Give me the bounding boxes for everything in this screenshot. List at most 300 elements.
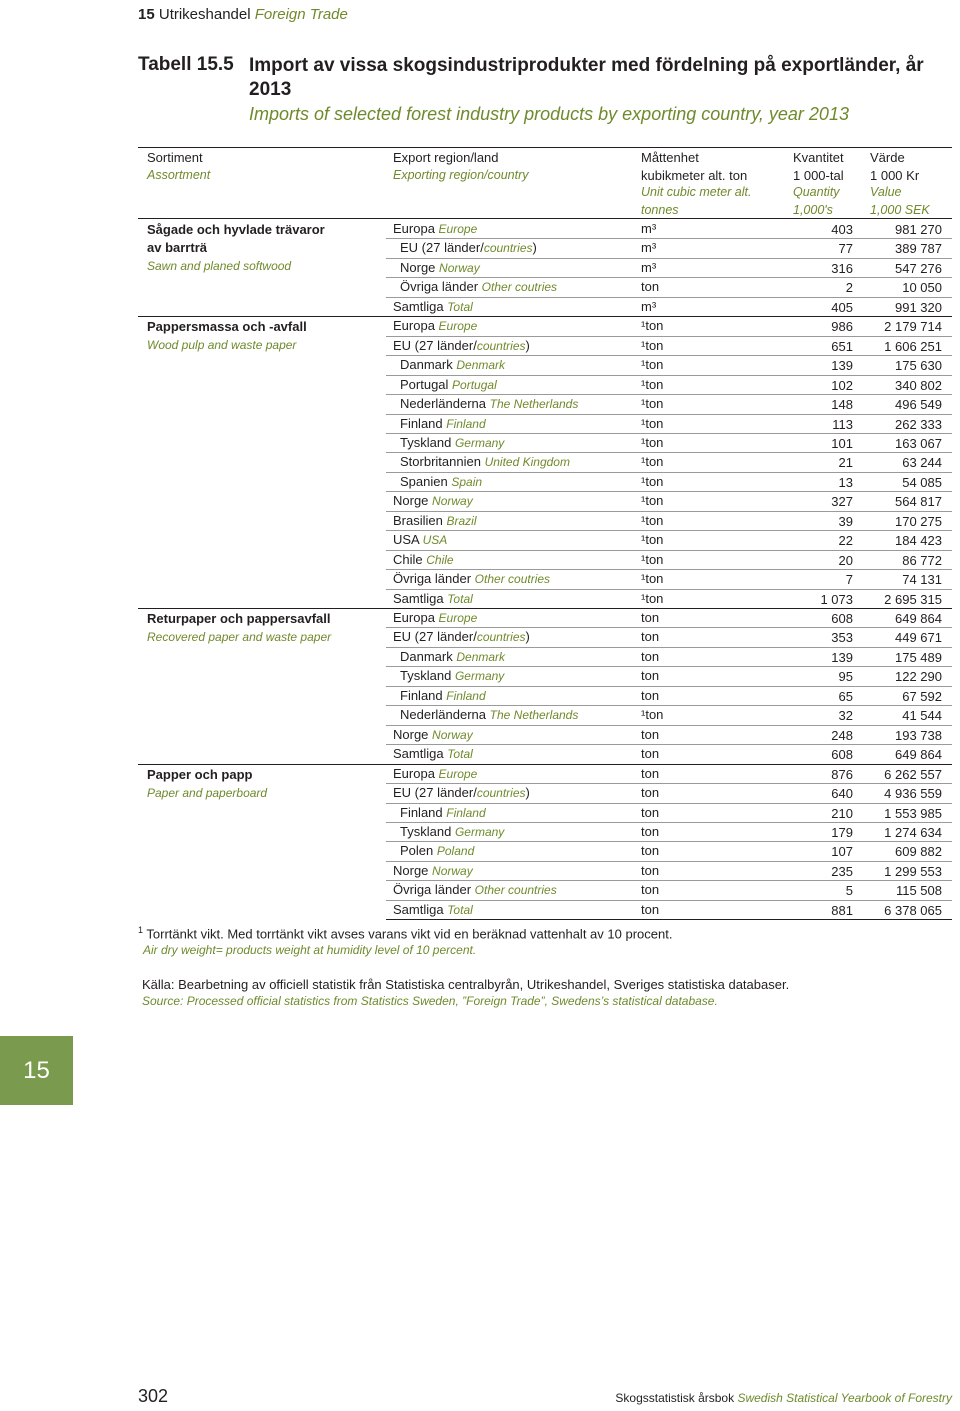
region-en: countries (476, 338, 526, 353)
row-divider (386, 919, 952, 920)
region-sv: Finland (400, 804, 443, 820)
region-sv: Europa (393, 765, 435, 781)
region-sv: Tyskland (400, 434, 452, 450)
unit-cell: ton (641, 823, 660, 839)
unit-cell: ton (641, 901, 660, 917)
region-sv: Samtliga (393, 901, 444, 917)
unit-cell: ton (641, 765, 660, 781)
unit-cell: ¹ton (641, 493, 664, 509)
region-sv: Brasilien (393, 512, 443, 528)
header-top-rule (138, 147, 952, 148)
quantity-cell: 139 (831, 649, 853, 665)
col-val-en2: 1,000 SEK (870, 202, 930, 217)
region-sv: Övriga länder (393, 571, 472, 587)
value-cell: 609 882 (895, 844, 942, 860)
table-title-sv: Import av vissa skogsindustriprodukter med fördelning på exportländer, år 2013 (249, 55, 924, 100)
region-cell (400, 396, 578, 412)
unit-cell: ¹ton (641, 434, 664, 450)
row-divider (386, 414, 952, 415)
region-cell (400, 357, 505, 373)
region-sv: Europa (393, 318, 435, 334)
row-divider (386, 647, 952, 648)
row-divider (386, 511, 952, 512)
region-en: Norway (439, 260, 480, 275)
value-cell: 86 772 (902, 552, 942, 568)
value-cell: 1 299 553 (884, 863, 942, 879)
region-post: ) (525, 629, 530, 645)
row-divider (386, 705, 952, 706)
unit-cell: ton (641, 882, 660, 898)
region-sv: Portugal (400, 376, 449, 392)
region-sv: Danmark (400, 357, 453, 373)
quantity-cell: 2 (845, 280, 853, 296)
unit-cell: ton (641, 785, 660, 801)
region-sv: Europa (393, 610, 435, 625)
quantity-cell: 651 (831, 338, 853, 354)
row-divider (386, 725, 952, 726)
region-sv: Norge (400, 259, 436, 275)
quantity-cell: 235 (831, 863, 853, 879)
col-unit-sv: Måttenhet (641, 150, 699, 165)
col-qty-en: Quantity (793, 185, 840, 199)
row-divider (386, 569, 952, 570)
quantity-cell: 405 (831, 299, 853, 315)
row-divider (386, 336, 952, 337)
region-en: Denmark (456, 649, 506, 664)
region-en: Total (447, 902, 473, 917)
source-sv: Källa: Bearbetning av officiell statistik från Statistiska centralbyrån, Utrikeshandel, Sveriges statistiska databaser. (142, 977, 790, 992)
value-cell: 163 067 (895, 435, 942, 451)
col-region-sv: Export region/land (393, 150, 499, 165)
col-header-assortment (147, 149, 210, 184)
unit-cell: ¹ton (641, 473, 664, 489)
unit-cell: ¹ton (641, 318, 664, 334)
value-cell: 340 802 (895, 377, 942, 393)
quantity-cell: 77 (838, 241, 853, 257)
quantity-cell: 95 (838, 669, 853, 685)
row-divider (386, 861, 952, 862)
region-cell (400, 843, 474, 859)
region-en: Europe (438, 766, 478, 781)
quantity-cell: 65 (838, 688, 853, 704)
region-cell (400, 805, 486, 821)
page-number: 302 (138, 1386, 169, 1406)
region-sv: Tyskland (400, 668, 452, 684)
value-cell: 41 544 (902, 708, 942, 724)
row-divider (386, 297, 952, 298)
region-cell (400, 279, 557, 295)
region-sv: Nederländerna (400, 707, 487, 723)
unit-cell: ton (641, 843, 660, 859)
header-bottom-rule (138, 218, 952, 219)
region-cell (400, 240, 537, 256)
region-cell (393, 882, 557, 898)
region-cell (393, 571, 550, 587)
col-qty-sv2: 1 000-tal (793, 167, 844, 183)
row-divider (386, 258, 952, 259)
group-label (147, 318, 307, 354)
region-en: Total (447, 747, 473, 762)
unit-cell: ¹ton (641, 590, 664, 606)
unit-cell: ton (641, 648, 660, 664)
unit-cell: ton (641, 804, 660, 820)
region-en: Poland (436, 844, 475, 859)
col-header-unit (641, 149, 751, 219)
group-label (147, 610, 331, 646)
region-sv: Samtliga (393, 298, 444, 314)
region-cell (393, 610, 477, 626)
col-val-en: Value (870, 185, 902, 199)
value-cell: 564 817 (895, 494, 942, 510)
row-divider (386, 491, 952, 492)
region-en: Germany (454, 824, 505, 839)
value-cell: 991 320 (895, 299, 942, 315)
unit-cell: m³ (641, 259, 657, 275)
region-en: Europe (438, 222, 478, 236)
region-en: The Netherlands (489, 708, 579, 723)
value-cell: 2 179 714 (884, 319, 942, 335)
value-cell: 74 131 (902, 572, 942, 588)
region-en: Other coutries (481, 280, 558, 295)
unit-cell: ¹ton (641, 396, 664, 412)
value-cell: 122 290 (895, 669, 942, 685)
region-sv: Nederländerna (400, 396, 487, 412)
col-assortment-sv: Sortiment (147, 150, 203, 165)
region-sv: Polen (400, 843, 434, 859)
region-sv: Chile (393, 551, 423, 567)
unit-cell: ¹ton (641, 337, 664, 353)
row-divider (138, 316, 952, 317)
chapter-side-tab: 15 (0, 1036, 73, 1105)
region-en: Finland (446, 688, 486, 703)
row-divider (386, 803, 952, 804)
region-sv: Övriga länder (393, 882, 472, 898)
col-region-en: Exporting region/country (393, 167, 529, 182)
region-en: countries (476, 786, 526, 801)
unit-cell: ¹ton (641, 512, 664, 528)
col-unit-sv2: kubikmeter alt. ton (641, 167, 748, 183)
value-cell: 4 936 559 (884, 786, 942, 802)
row-divider (386, 277, 952, 278)
value-cell: 496 549 (895, 397, 942, 413)
group-label-sv2: av barrträ (147, 240, 207, 255)
quantity-cell: 39 (838, 513, 853, 529)
unit-cell: m³ (641, 298, 657, 314)
quantity-cell: 881 (831, 902, 853, 918)
region-cell (393, 493, 473, 509)
unit-cell: ton (641, 610, 660, 625)
row-divider (386, 433, 952, 434)
unit-cell: ¹ton (641, 707, 664, 723)
chapter-number: 15 (138, 6, 155, 23)
value-cell: 649 864 (895, 747, 942, 763)
group-label (147, 766, 267, 802)
unit-cell: ton (641, 726, 660, 742)
value-cell: 170 275 (895, 513, 942, 529)
group-label-en: Paper and paperboard (147, 785, 268, 800)
region-sv: EU (27 länder/ (393, 337, 477, 353)
row-divider (386, 744, 952, 745)
row-divider (138, 608, 952, 609)
region-cell (393, 629, 530, 645)
value-cell: 1 606 251 (884, 338, 942, 354)
table-label: Tabell 15.5 (138, 54, 234, 75)
region-en: Norway (432, 494, 473, 509)
region-en: Other coutries (474, 572, 551, 587)
region-en: Norway (432, 863, 473, 878)
group-label-en: Sawn and planed softwood (147, 259, 292, 273)
region-cell (400, 649, 505, 665)
region-cell (393, 338, 530, 354)
unit-cell: ton (641, 279, 660, 295)
col-val-sv2: 1 000 Kr (870, 167, 920, 183)
row-divider (386, 822, 952, 823)
quantity-cell: 22 (838, 533, 853, 549)
footnote (138, 922, 672, 959)
row-divider (386, 589, 952, 590)
value-cell: 63 244 (902, 455, 942, 471)
unit-cell: ton (641, 746, 660, 762)
region-en: Germany (454, 669, 505, 684)
row-divider (386, 472, 952, 473)
col-qty-sv: Kvantitet (793, 150, 844, 165)
region-en: Spain (451, 474, 483, 489)
group-label-en: Wood pulp and waste paper (147, 338, 297, 353)
group-label (147, 221, 325, 275)
value-cell: 115 508 (895, 883, 942, 899)
region-en: countries (483, 241, 533, 256)
value-cell: 1 274 634 (884, 824, 942, 840)
group-label-sv: Papper och papp (147, 766, 253, 782)
unit-cell: m³ (641, 240, 657, 256)
region-cell (400, 377, 497, 393)
unit-cell: ¹ton (641, 415, 664, 431)
quantity-cell: 101 (831, 435, 853, 451)
region-cell (393, 318, 477, 334)
region-cell (400, 474, 482, 490)
quantity-cell: 640 (831, 786, 853, 802)
table-title-en: Imports of selected forest industry products by exporting country, year 2013 (249, 104, 849, 124)
row-divider (138, 764, 952, 765)
value-cell: 6 262 557 (884, 766, 942, 782)
row-divider (386, 452, 952, 453)
region-cell (393, 785, 530, 801)
value-cell: 175 489 (895, 649, 942, 665)
region-sv: Samtliga (393, 746, 444, 762)
quantity-cell: 986 (831, 319, 853, 335)
region-cell (393, 591, 473, 607)
region-post: ) (532, 240, 537, 256)
region-cell (393, 727, 473, 743)
unit-cell: ton (641, 668, 660, 684)
row-divider (386, 394, 952, 395)
col-assortment-en: Assortment (147, 167, 211, 182)
value-cell: 10 050 (902, 280, 942, 296)
region-sv: EU (27 länder/ (393, 629, 477, 645)
unit-cell: ton (641, 629, 660, 645)
region-cell (400, 260, 480, 276)
row-divider (386, 530, 952, 531)
region-en: Chile (426, 552, 454, 567)
value-cell: 981 270 (895, 222, 942, 237)
unit-cell: m³ (641, 221, 657, 236)
region-sv: Spanien (400, 473, 448, 489)
region-cell (393, 513, 477, 529)
region-sv: Norge (393, 862, 429, 878)
row-divider (386, 375, 952, 376)
region-en: Europe (438, 611, 478, 625)
region-en: countries (476, 630, 526, 645)
col-header-value (870, 149, 930, 219)
region-en: Portugal (452, 377, 497, 392)
quantity-cell: 876 (831, 766, 853, 782)
region-cell (400, 824, 504, 840)
region-en: Denmark (456, 358, 506, 373)
region-en: Germany (454, 435, 505, 450)
region-cell (393, 746, 473, 762)
region-cell (393, 552, 454, 568)
region-sv: Samtliga (393, 590, 444, 606)
value-cell: 547 276 (895, 260, 942, 276)
value-cell: 6 378 065 (884, 902, 942, 918)
region-sv: EU (27 länder/ (393, 785, 477, 801)
row-divider (386, 627, 952, 628)
region-sv: Tyskland (400, 823, 452, 839)
value-cell: 389 787 (895, 241, 942, 257)
source-note (142, 976, 789, 1010)
footer-pub-sv: Skogsstatistisk årsbok (615, 1391, 735, 1405)
region-en: Total (447, 299, 473, 314)
row-divider (386, 900, 952, 901)
quantity-cell: 608 (831, 611, 853, 626)
quantity-cell: 113 (832, 416, 853, 432)
region-en: Finland (446, 416, 486, 431)
row-divider (386, 783, 952, 784)
group-label-sv: Returpaper och pappersavfall (147, 611, 331, 626)
region-sv: Europa (393, 221, 435, 236)
quantity-cell: 179 (831, 824, 853, 840)
chapter-title-en: Foreign Trade (254, 6, 348, 23)
region-cell (393, 532, 447, 548)
region-sv: Finland (400, 687, 443, 703)
value-cell: 2 695 315 (884, 591, 942, 607)
group-label-en: Recovered paper and waste paper (147, 630, 332, 644)
quantity-cell: 7 (845, 572, 853, 588)
region-cell (400, 707, 578, 723)
value-cell: 175 630 (895, 358, 942, 374)
quantity-cell: 1 073 (820, 591, 853, 607)
region-cell (400, 435, 504, 451)
quantity-cell: 107 (831, 844, 853, 860)
group-label-sv: Sågade och hyvlade trävaror (147, 222, 325, 237)
row-divider (386, 355, 952, 356)
value-cell: 1 553 985 (884, 805, 942, 821)
region-cell (393, 863, 473, 879)
quantity-cell: 32 (838, 708, 853, 724)
quantity-cell: 608 (831, 747, 853, 763)
value-cell: 449 671 (895, 630, 942, 646)
region-cell (393, 299, 473, 315)
region-en: United Kingdom (484, 455, 570, 470)
region-sv: Danmark (400, 648, 453, 664)
row-divider (386, 686, 952, 687)
quantity-cell: 20 (838, 552, 853, 568)
region-sv: EU (27 länder/ (400, 240, 484, 256)
region-sv: Norge (393, 726, 429, 742)
value-cell: 649 864 (895, 611, 942, 626)
unit-cell: ¹ton (641, 551, 664, 567)
unit-cell: ¹ton (641, 532, 664, 548)
region-en: Brazil (446, 513, 477, 528)
unit-cell: ¹ton (641, 376, 664, 392)
region-post: ) (525, 337, 530, 353)
footer-pub-en: Swedish Statistical Yearbook of Forestry (737, 1391, 952, 1405)
unit-cell: ton (641, 687, 660, 703)
region-en: Other countries (474, 883, 557, 898)
row-divider (386, 666, 952, 667)
quantity-cell: 102 (831, 377, 853, 393)
region-cell (393, 221, 477, 237)
quantity-cell: 210 (831, 805, 853, 821)
quantity-cell: 248 (831, 727, 853, 743)
col-header-region (393, 149, 529, 184)
quantity-cell: 316 (831, 260, 853, 276)
footnote-en: Air dry weight= products weight at humidity level of 10 percent. (143, 943, 477, 958)
quantity-cell: 403 (831, 222, 853, 237)
quantity-cell: 148 (831, 397, 853, 413)
source-en: Source: Processed official statistics from Statistics Sweden, ”Foreign Trade”, Swedens’s statistical database. (142, 994, 718, 1008)
footer-publication (615, 1391, 952, 1405)
chapter-title-sv: Utrikeshandel (158, 6, 251, 23)
region-post: ) (525, 785, 530, 801)
region-cell (400, 668, 504, 684)
region-sv: Finland (400, 415, 443, 431)
region-en: Finland (446, 805, 486, 820)
region-en: Norway (432, 727, 473, 742)
unit-cell: ¹ton (641, 454, 664, 470)
quantity-cell: 5 (845, 883, 853, 899)
quantity-cell: 13 (838, 474, 853, 490)
region-sv: USA (393, 532, 420, 548)
col-unit-en2: tonnes (641, 202, 679, 217)
col-header-quantity (793, 149, 844, 219)
group-label-sv: Pappersmassa och -avfall (147, 319, 307, 335)
value-cell: 262 333 (895, 416, 942, 432)
region-sv: Storbritannien (400, 454, 481, 470)
region-en: Total (447, 591, 473, 606)
footnote-mark: 1 (138, 925, 144, 935)
chapter-header (138, 6, 348, 23)
region-en: Europe (438, 319, 478, 334)
quantity-cell: 327 (831, 494, 853, 510)
col-unit-en: Unit cubic meter alt. (641, 185, 752, 199)
region-en: The Netherlands (489, 397, 579, 412)
col-val-sv: Värde (870, 150, 905, 165)
unit-cell: ¹ton (641, 571, 664, 587)
col-qty-en2: 1,000's (793, 202, 833, 217)
region-sv: Norge (393, 493, 429, 509)
quantity-cell: 139 (831, 358, 853, 374)
region-en: USA (422, 533, 448, 548)
row-divider (386, 841, 952, 842)
quantity-cell: 21 (838, 455, 853, 471)
region-sv: Övriga länder (400, 279, 479, 295)
quantity-cell: 353 (831, 630, 853, 646)
value-cell: 54 085 (902, 474, 942, 490)
region-cell (400, 688, 486, 704)
value-cell: 184 423 (895, 533, 942, 549)
unit-cell: ton (641, 862, 660, 878)
